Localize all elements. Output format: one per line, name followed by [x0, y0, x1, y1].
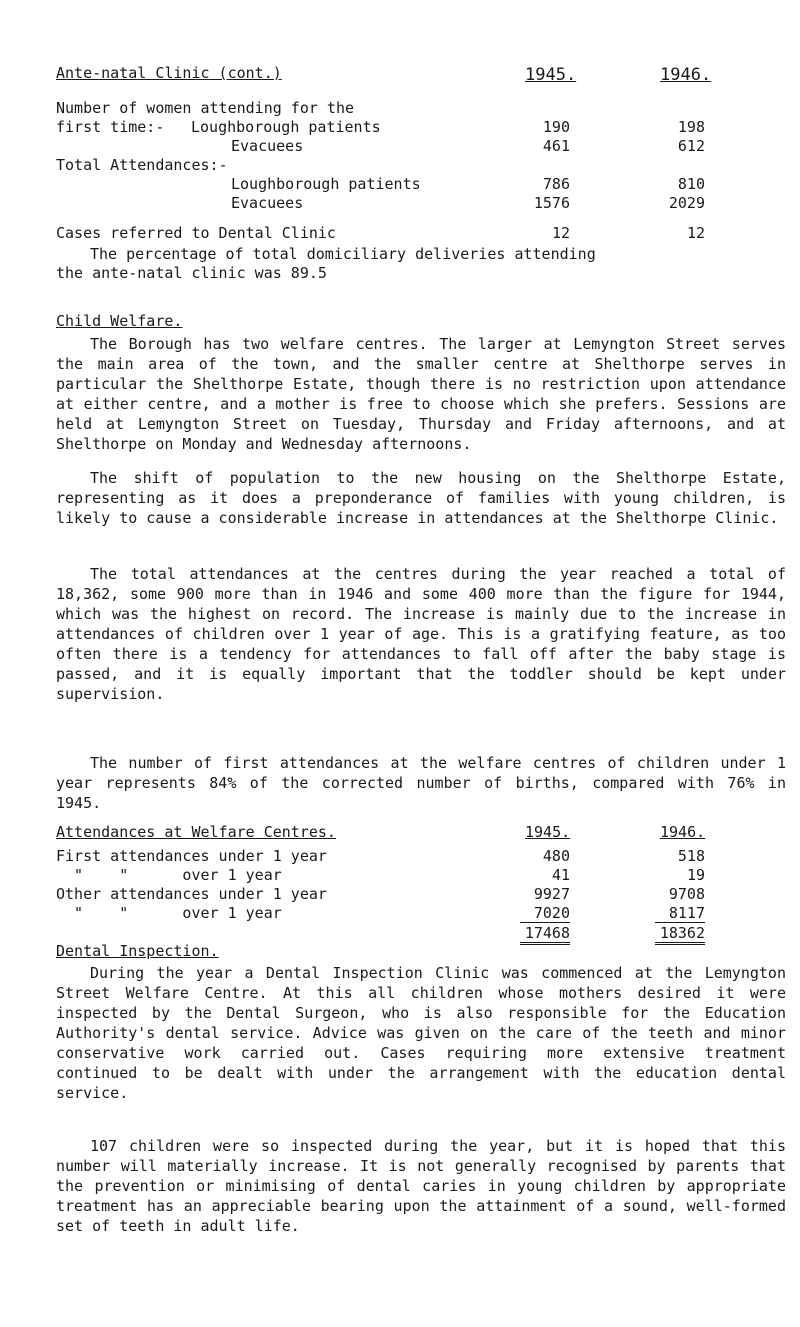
table-row-label: Other attendances under 1 year — [56, 885, 327, 903]
value-1946: 12 — [686, 224, 705, 242]
dental-referral-label: Cases referred to Dental Clinic — [56, 224, 336, 242]
column-header-1945: 1945. — [525, 823, 571, 841]
value-1945: 461 — [542, 137, 570, 155]
first-time-label-2: first time:- — [56, 118, 165, 136]
table-cell-1945: 41 — [551, 866, 570, 884]
value-1946: 612 — [677, 137, 705, 155]
paragraph-text: During the year a Dental Inspection Clinic was commenced at the Lemyngton Street Welfare Centre. At this all children whose mothers desired it were inspected by the Dental Surgeon, who is also responsible for the Education Authority's dental service. Advice was given on the care of the teeth and minor conservative work carried out. Cases requiring more extensive treatment continued to be dealt with under the arrangement with the education dental service. — [56, 964, 786, 1102]
table-cell-1946: 8117 — [655, 904, 705, 923]
value-1945: 12 — [551, 224, 570, 242]
table-heading-attendances: Attendances at Welfare Centres. — [56, 823, 336, 841]
value-1945: 190 — [542, 118, 570, 136]
percentage-text-2: the ante-natal clinic was 89.5 — [56, 264, 327, 282]
paragraph — [56, 753, 786, 813]
paragraph-text: 107 children were so inspected during the year, but it is hoped that this number will materially increase. It is not generally recognised by parents that the prevention or minimising of dental caries in young children by appropriate treatment has an appreciable bearing upon the attainment of a sound, well-formed set of teeth in adult life. — [56, 1137, 786, 1235]
column-header-1945: 1945. — [525, 65, 577, 85]
table-row-label: First attendances under 1 year — [56, 847, 327, 865]
section-heading-dental: Dental Inspection. — [56, 942, 219, 960]
table-cell-1946: 9708 — [668, 885, 705, 903]
paragraph — [56, 334, 786, 454]
table-row-label: " " over 1 year — [56, 866, 282, 884]
paragraph — [56, 564, 786, 704]
table-cell-1945: 9927 — [533, 885, 570, 903]
paragraph-text: The number of first attendances at the welfare centres of children under 1 year represents 84% of the corrected number of births, compared with 76% in 1945. — [56, 754, 786, 812]
table-cell-1946: 19 — [686, 866, 705, 884]
row-label: Loughborough patients — [231, 175, 421, 193]
row-label: Evacuees — [231, 137, 304, 155]
paragraph — [56, 468, 786, 528]
value-1946: 2029 — [668, 194, 705, 212]
value-1946: 198 — [677, 118, 705, 136]
row-label: Evacuees — [231, 194, 304, 212]
value-1946: 810 — [677, 175, 705, 193]
paragraph-text: The Borough has two welfare centres. The larger at Lemyngton Street serves the main area of the town, and the smaller centre at Shelthorpe serves in particular the Shelthorpe Estate, though there is no restriction upon attendance at either centre, and a mother is free to choose which she prefers. Sessions are held at Lemyngton Street on Tuesday, Thursday and Friday afternoons, and at Shelthorpe on Monday and Wednesday afternoons. — [56, 335, 786, 453]
percentage-text: The percentage of total domiciliary deliveries attending — [90, 245, 596, 263]
section-heading-antenatal: Ante-natal Clinic (cont.) — [56, 64, 282, 82]
row-label: Loughborough patients — [191, 118, 381, 136]
table-row-label: " " over 1 year — [56, 904, 282, 922]
table-cell-1945: 480 — [542, 847, 570, 865]
section-heading-child-welfare: Child Welfare. — [56, 312, 183, 330]
total-attendances-label: Total Attendances:- — [56, 156, 228, 174]
value-1945: 786 — [542, 175, 570, 193]
value-1945: 1576 — [533, 194, 570, 212]
paragraph — [56, 1136, 786, 1236]
table-total-1945: 17468 — [520, 924, 570, 945]
paragraph-text: The total attendances at the centres during the year reached a total of 18,362, some 900 more than in 1946 and some 400 more than the figure for 1944, which was the highest on record. The increase is mainly due to the increase in attendances of children over 1 year of age. This is a gratifying feature, as too often there is a tendency for attendances to fall off after the baby stage is passed, and it is equally important that the toddler should be kept under supervision. — [56, 565, 786, 703]
table-cell-1946: 518 — [677, 847, 705, 865]
table-total-1946: 18362 — [655, 924, 705, 945]
column-header-1946: 1946. — [660, 65, 712, 85]
paragraph — [56, 963, 786, 1103]
column-header-1946: 1946. — [660, 823, 706, 841]
table-cell-1945: 7020 — [520, 904, 570, 923]
paragraph-text: The shift of population to the new housing on the Shelthorpe Estate, representing as it does a preponderance of families with young children, is likely to cause a considerable increase in attendances at the Shelthorpe Clinic. — [56, 469, 786, 527]
first-time-label: Number of women attending for the — [56, 99, 355, 117]
